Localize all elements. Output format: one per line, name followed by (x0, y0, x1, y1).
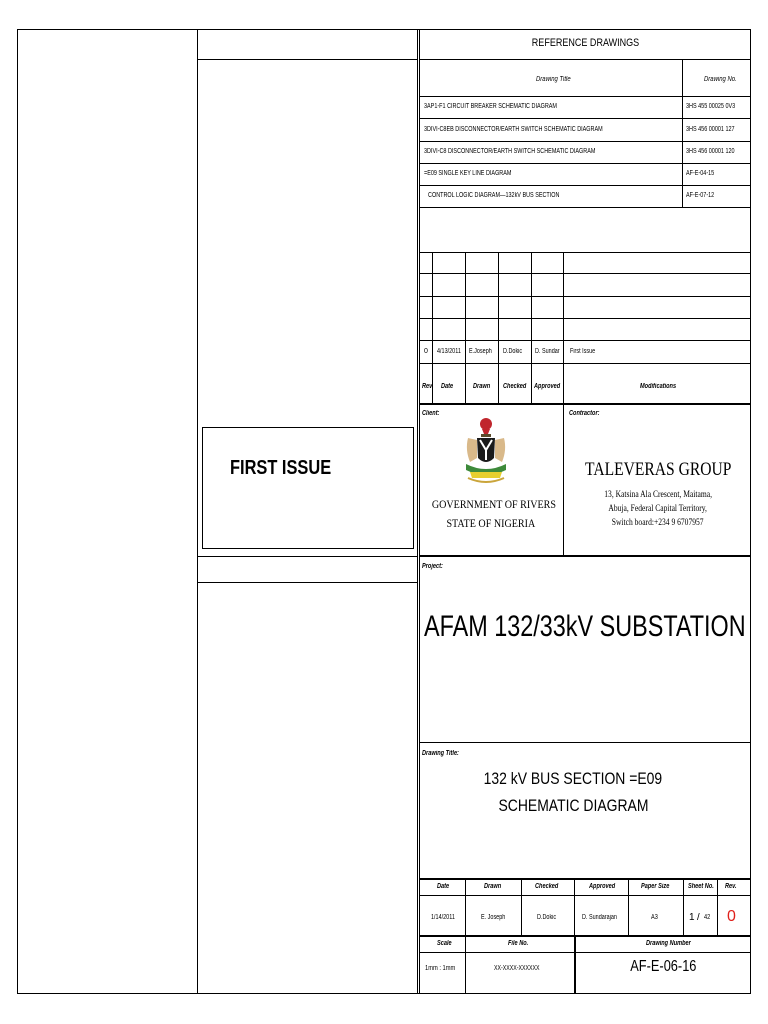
ref-row-no: AF-E-07-12 (686, 192, 715, 199)
bottom-line (419, 952, 751, 953)
rev-line (419, 403, 751, 405)
contractor-label: Contractor: (569, 410, 600, 417)
rev-line (419, 252, 751, 253)
ref-row-title: CONTROL LOGIC DIAGRAM—132kV BUS SECTION (428, 192, 560, 199)
rev-header-checked: Checked (503, 383, 527, 390)
project-label: Project: (422, 563, 443, 570)
reference-heading: REFERENCE DRAWINGS (531, 38, 639, 49)
ref-line (419, 207, 751, 208)
ref-col-no: Drawing No. (704, 76, 737, 83)
project-name: AFAM 132/33kV SUBSTATION (424, 612, 746, 642)
ref-row-no: AF-E-04-15 (686, 170, 715, 177)
info-header-drawn: Drawn (484, 883, 502, 890)
ref-line (419, 118, 751, 119)
ref-line (419, 141, 751, 142)
rev-line (419, 318, 751, 319)
drawing-title-label: Drawing Title: (422, 750, 459, 757)
ref-row-title: 3DIVI-C8 DISCONNECTOR/EARTH SWITCH SCHEMATIC DIAGRAM (424, 148, 596, 155)
ref-row-title: 3AP1-F1 CIRCUIT BREAKER SCHEMATIC DIAGRAM (424, 103, 557, 110)
bottom-header-scale: Scale (437, 940, 452, 947)
info-date: 1/14/2011 (431, 914, 455, 921)
frame-divider-2 (417, 29, 418, 994)
info-sheet-total: 42 (704, 914, 711, 921)
info-line (419, 895, 751, 896)
rev-line (419, 340, 751, 341)
bottom-drawing-number: AF-E-06-16 (630, 959, 697, 975)
ref-line (419, 185, 751, 186)
contractor-address-2: Abuja, Federal Capital Territory, (608, 504, 708, 513)
contractor-name: TALEVERAS GROUP (584, 460, 732, 479)
left-col-line-1 (197, 59, 417, 60)
info-header-rev: Rev. (725, 883, 737, 890)
info-checked: D.Dokic (537, 914, 557, 921)
info-col-divider (521, 879, 522, 936)
ref-row-title: =E09 SINGLE KEY LINE DIAGRAM (424, 170, 512, 177)
left-col-line-2 (197, 556, 417, 557)
rev-col-divider (498, 252, 499, 404)
rev-modifications: First Issue (570, 348, 596, 355)
rev-drawn: E.Joseph (469, 348, 492, 355)
info-col-divider (465, 879, 466, 936)
rev-header-rev: Rev. (422, 383, 434, 390)
rev-value: 0 (424, 348, 428, 355)
left-col-line-3 (197, 582, 417, 583)
title-bottom-line (419, 878, 751, 880)
bottom-scale: 1mm : 1mm (425, 965, 456, 972)
rev-col-divider (531, 252, 532, 404)
info-header-sheet: Sheet No. (688, 883, 714, 890)
ref-line (419, 59, 751, 60)
info-col-divider (574, 879, 575, 936)
client-bottom-line (419, 555, 751, 557)
ref-line (419, 96, 751, 97)
rev-line (419, 363, 751, 364)
rev-line (419, 273, 751, 274)
rev-date: 4/13/2011 (437, 348, 461, 355)
client-label: Client: (422, 410, 440, 417)
bottom-col-divider (465, 936, 466, 994)
rev-header-approved: Approved (534, 383, 561, 390)
rev-header-drawn: Drawn (473, 383, 491, 390)
rev-header-date: Date (441, 383, 454, 390)
info-header-approved: Approved (589, 883, 616, 890)
frame-divider-1 (197, 29, 198, 994)
ref-line (419, 163, 751, 164)
info-sheet-sep: / (697, 913, 700, 923)
contractor-address-1: 13, Katsina Ala Crescent, Maitama, (604, 490, 712, 499)
drawing-title-line-1: 132 kV BUS SECTION =E09 (483, 770, 663, 787)
rev-checked: D.Dokic (503, 348, 523, 355)
ref-row-no: 3HS 456 00001 127 (686, 126, 735, 133)
rev-col-divider (465, 252, 466, 404)
bottom-header-drawing-number: Drawing Number (646, 940, 691, 947)
ref-row-no: 3HS 456 00001 120 (686, 148, 735, 155)
rev-col-divider (563, 252, 564, 404)
info-paper: A3 (651, 914, 658, 921)
info-drawn: E. Joseph (481, 914, 506, 921)
bottom-file: XX-XXXX-XXXXXX (494, 965, 540, 972)
ref-row-title: 3DIVI-C8EB DISCONNECTOR/EARTH SWITCH SCHEMATIC DIAGRAM (424, 126, 603, 133)
info-col-divider (683, 879, 684, 936)
contractor-address-3: Switch board:+234 9 6707957 (612, 518, 704, 527)
project-bottom-line (419, 742, 751, 743)
ref-col-title: Drawing Title (536, 76, 571, 83)
stamp-text: FIRST ISSUE (230, 457, 332, 479)
info-header-checked: Checked (535, 883, 559, 890)
info-line (419, 935, 751, 937)
info-sheet-no: 1 (689, 913, 695, 923)
rev-approved: D. Sundar (535, 348, 560, 355)
bottom-header-file: File No. (508, 940, 529, 947)
rev-header-modifications: Modifications (640, 383, 677, 390)
client-contractor-divider (563, 404, 564, 556)
rev-col-divider (432, 252, 433, 404)
first-issue-stamp (202, 427, 414, 549)
info-header-paper: Paper Size (641, 883, 670, 890)
client-line-1: GOVERNMENT OF RIVERS (431, 498, 556, 510)
ref-row-no: 3HS 455 00025 0V3 (686, 103, 736, 110)
client-line-2: STATE OF NIGERIA (446, 517, 536, 529)
info-rev: 0 (727, 909, 736, 925)
frame-divider-3 (419, 29, 420, 994)
drawing-title-line-2: SCHEMATIC DIAGRAM (497, 797, 648, 814)
info-header-date: Date (437, 883, 450, 890)
info-approved: D. Sundarajan (582, 914, 617, 921)
rev-line (419, 296, 751, 297)
nigeria-coat-of-arms-icon (462, 414, 510, 490)
info-col-divider (628, 879, 629, 936)
